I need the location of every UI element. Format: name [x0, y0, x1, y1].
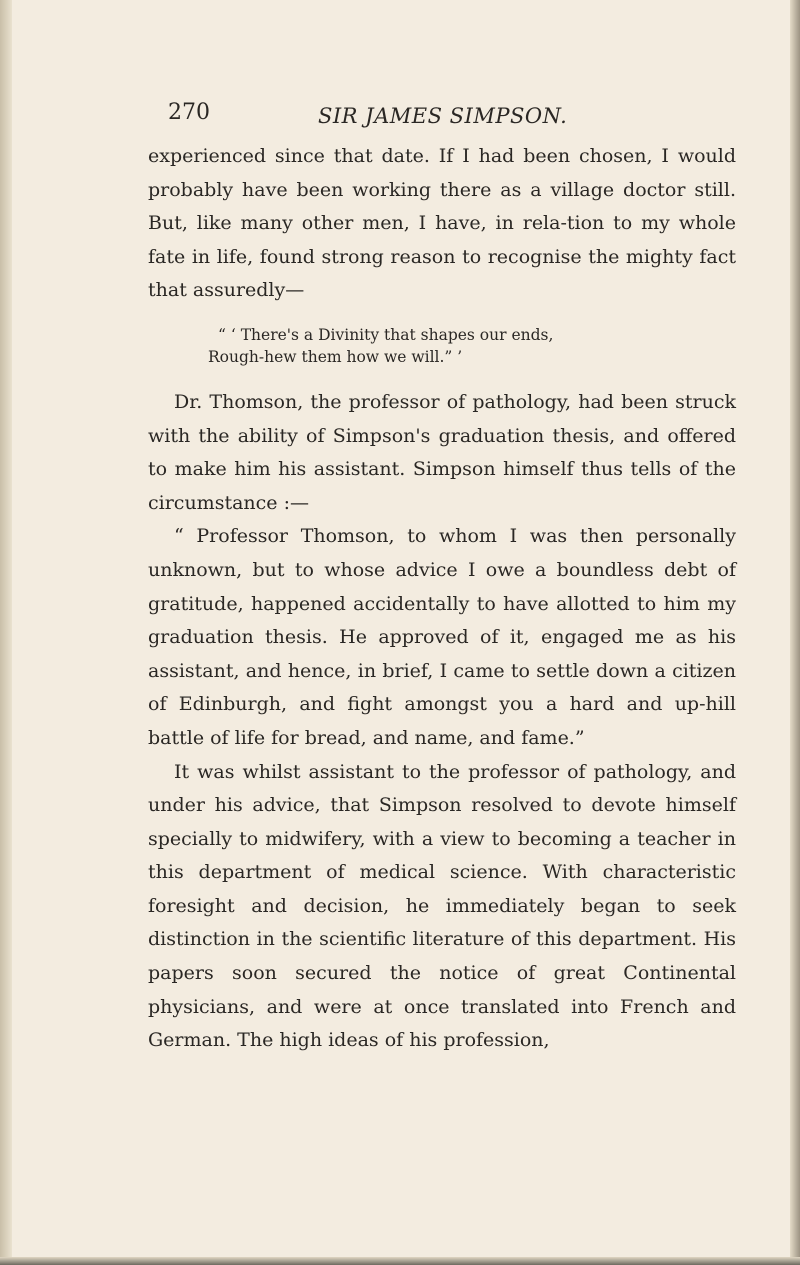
page-gutter: [0, 0, 12, 1265]
running-title: SIR JAMES SIMPSON.: [318, 104, 568, 128]
verse-line-1: “ ‘ There's a Divinity that shapes our ends,: [218, 325, 554, 344]
page-number: 270: [168, 100, 210, 125]
paragraph-1: experienced since that date. If I had been chosen, I would probably have been working there as a village doctor still. But, like many other men, I have, in rela-tion to my whole fate in life, found strong reason to recognise the mighty fact that assuredly—: [148, 145, 736, 302]
paragraph-3: “ Professor Thomson, to whom I was then personally unknown, but to whose advice I owe a boundless debt of gratitude, happened accidentally to have allotted to him my graduation thesis. He approved of it, engaged me as his assistant, and hence, in brief, I came to settle down a citizen of Edinburgh, and fight amongst you a hard and up-hill battle of life for bread, and name, and fame.”: [148, 525, 736, 749]
page-edge-bottom: [0, 1257, 800, 1265]
running-head: [148, 98, 736, 134]
verse-line-2: Rough-hew them how we will.” ’: [208, 347, 463, 366]
verse-quotation: [208, 324, 736, 368]
page-edge-right: [790, 0, 800, 1265]
paragraph-2: Dr. Thomson, the professor of pathology, had been struck with the ability of Simpson's graduation thesis, and offered to make him his assistant. Simpson himself thus tells of the circumstance :—: [148, 390, 736, 514]
text-block: [148, 98, 736, 1058]
paragraph-4: It was whilst assistant to the professor of pathology, and under his advice, that Simpson resolved to devote himself specially to midwifery, with a view to becoming a teacher in this department of medical science. With characteristic foresight and decision, he immediately began to seek distinction in the scientific literature of this department. His papers soon secured the notice of great Continental physicians, and were at once translated into French and German. The high ideas of his profession,: [148, 760, 736, 1052]
